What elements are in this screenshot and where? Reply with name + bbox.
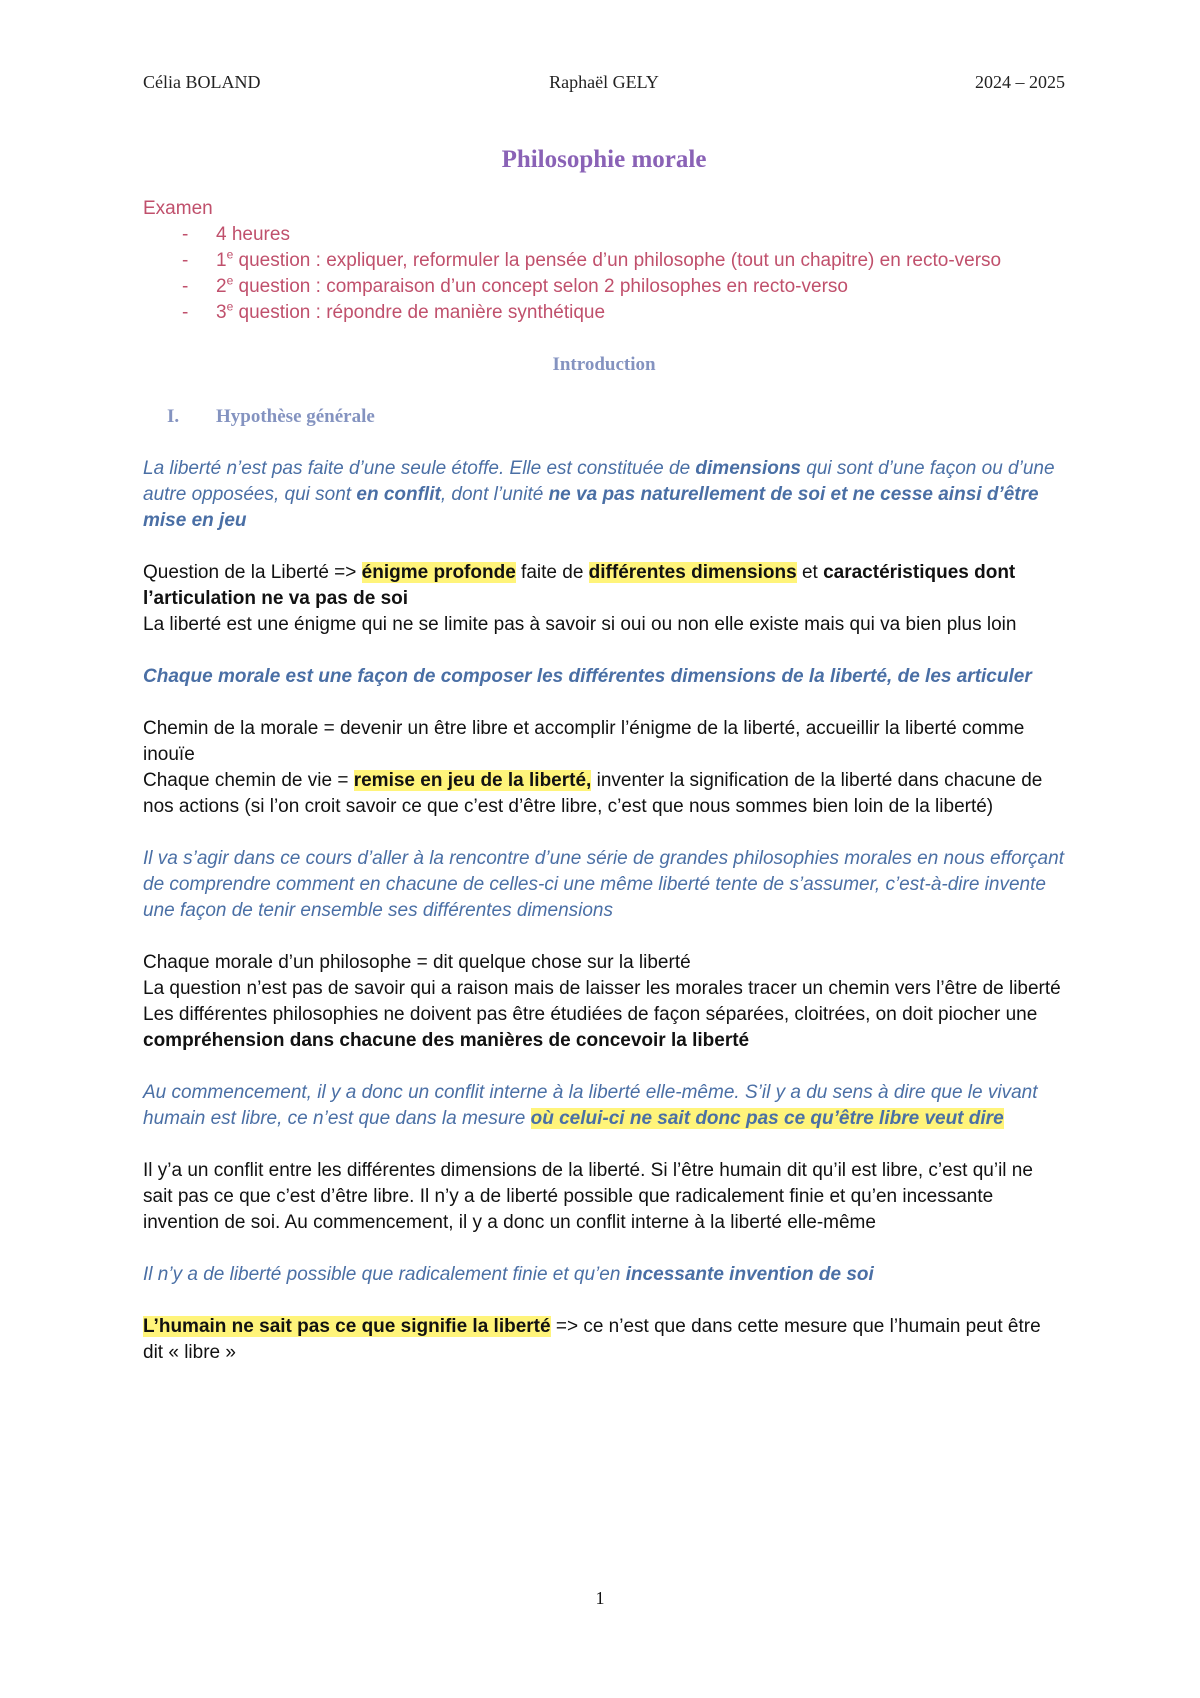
exam-item-text: 4 heures <box>216 224 290 245</box>
page-header <box>143 72 1065 98</box>
highlighted-text: énigme profonde <box>361 562 516 583</box>
ordinal-suffix: e <box>226 299 234 314</box>
header-author-left: Célia BOLAND <box>143 72 261 92</box>
exam-item-number: 1 <box>216 250 227 271</box>
section-title: Hypothèse générale <box>216 406 375 427</box>
exam-item-text: question : répondre de manière synthétique <box>233 302 606 323</box>
exam-item-number: 2 <box>216 276 227 297</box>
body-paragraph: Chemin de la morale = devenir un être libre et accomplir l’énigme de la liberté, accueillir la liberté comme inouïe <box>143 718 1025 765</box>
body-paragraph: Les différentes philosophies ne doivent pas être étudiées de façon séparées, cloitrées, on doit piocher une compréhension dans chacune des manières de concevoir la liberté <box>143 1004 1038 1051</box>
section-heading <box>143 404 1065 430</box>
document-body <box>143 140 1065 1366</box>
list-item <box>143 274 1065 300</box>
document-title: Philosophie morale <box>501 146 707 173</box>
exam-item-number: 3 <box>216 302 227 323</box>
list-dash: - <box>182 250 189 271</box>
body-paragraph: Il y’a un conflit entre les différentes dimensions de la liberté. Si l’être humain dit qu’il est libre, c’est qu’il ne sait pas ce que c’est d’être libre. Il n’y a de liberté possible que radicalement finie et qu’en incessante invention de soi. Au commencement, il y a donc un conflit interne à la liberté elle-même <box>143 1160 1033 1233</box>
section-number: I. <box>167 406 180 427</box>
body-paragraph: La question n’est pas de savoir qui a raison mais de laisser les morales tracer un chemin vers l’être de liberté <box>143 978 1061 999</box>
exam-item-text: question : expliquer, reformuler la pensée d’un philosophe (tout un chapitre) en recto-verso <box>233 250 1002 271</box>
list-item <box>143 248 1065 274</box>
body-paragraph: L’humain ne sait pas ce que signifie la liberté => ce n’est que dans cette mesure que l’humain peut être dit « libre » <box>143 1316 1041 1363</box>
quote-paragraph: Il va s’agir dans ce cours d’aller à la rencontre d’une série de grandes philosophies morales en nous efforçant de comprendre comment en chacune de celles-ci une même liberté tente de s’assumer, c’est-à-dire invente une façon de tenir ensemble ses différentes dimensions <box>143 848 1064 921</box>
quote-paragraph: La liberté n’est pas faite d’une seule étoffe. Elle est constituée de dimensions qui sont d’une façon ou d’une autre opposées, qui sont en conflit, dont l’unité ne va pas naturellement de soi et ne cesse ainsi d’être mise en jeu <box>143 458 1055 531</box>
introduction-heading: Introduction <box>552 354 656 375</box>
quote-paragraph: Chaque morale est une façon de composer les différentes dimensions de la liberté, de les articuler <box>143 666 1032 687</box>
highlighted-text: différentes dimensions <box>588 562 797 583</box>
highlighted-text: L’humain ne sait pas ce que signifie la liberté <box>143 1316 551 1337</box>
exam-label: Examen <box>143 198 213 219</box>
list-item <box>143 222 1065 248</box>
list-item <box>143 300 1065 326</box>
list-dash: - <box>182 302 189 323</box>
ordinal-suffix: e <box>226 247 234 262</box>
body-paragraph: La liberté est une énigme qui ne se limite pas à savoir si oui ou non elle existe mais qui va bien plus loin <box>143 614 1017 635</box>
body-paragraph: Question de la Liberté => énigme profonde faite de différentes dimensions et caractéristiques dont l’articulation ne va pas de soi <box>143 562 1016 609</box>
body-paragraph: Chaque chemin de vie = remise en jeu de la liberté, inventer la signification de la liberté dans chacune de nos actions (si l’on croit savoir ce que c’est d’être libre, c’est que nous sommes bien loin de la liberté) <box>143 770 1043 817</box>
quote-paragraph: Au commencement, il y a donc un conflit interne à la liberté elle-même. S’il y a du sens à dire que le vivant humain est libre, ce n’est que dans la mesure où celui-ci ne sait donc pas ce qu’être libre veut dire <box>143 1082 1038 1129</box>
highlighted-text: remise en jeu de la liberté, <box>353 770 592 791</box>
list-dash: - <box>182 224 189 245</box>
header-author-center: Raphaël GELY <box>549 72 659 92</box>
list-dash: - <box>182 276 189 297</box>
exam-list <box>143 222 1065 326</box>
exam-item-text: question : comparaison d’un concept selon 2 philosophes en recto-verso <box>233 276 848 297</box>
quote-paragraph: Il n’y a de liberté possible que radicalement finie et qu’en incessante invention de soi <box>143 1264 874 1285</box>
page-number: 1 <box>595 1588 605 1608</box>
ordinal-suffix: e <box>226 273 234 288</box>
body-paragraph: Chaque morale d’un philosophe = dit quelque chose sur la liberté <box>143 952 691 973</box>
highlighted-text: où celui-ci ne sait donc pas ce qu’être libre veut dire <box>530 1108 1004 1129</box>
header-year: 2024 – 2025 <box>975 72 1065 92</box>
